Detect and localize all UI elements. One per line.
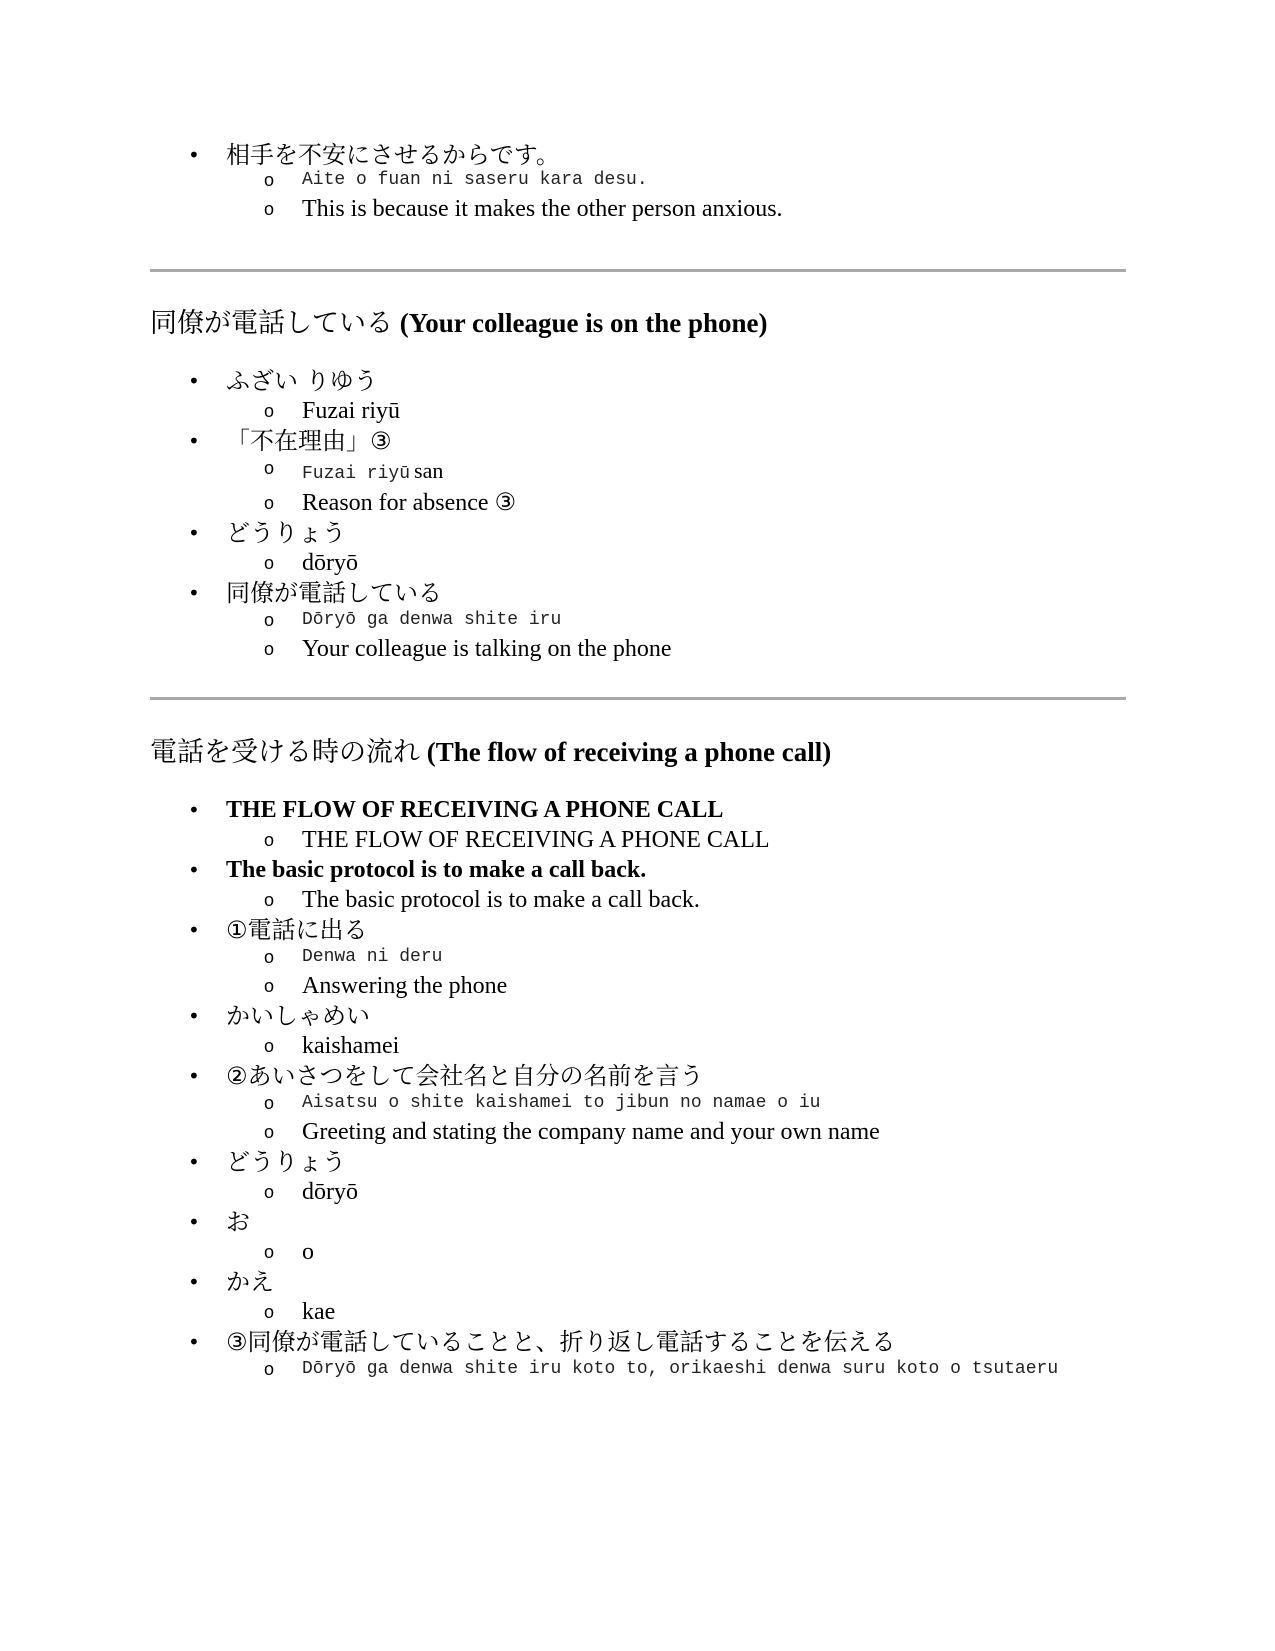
sub-item bbox=[226, 885, 1130, 915]
horizontal-rule bbox=[150, 697, 1126, 700]
sub-bullet: o bbox=[264, 458, 275, 478]
list-item bbox=[150, 1001, 1130, 1061]
item-main-text: お bbox=[226, 1208, 250, 1236]
heading-english: (The flow of receiving a phone call) bbox=[426, 737, 832, 767]
list-item bbox=[150, 1061, 1130, 1147]
translation-text: dōryō bbox=[302, 550, 358, 576]
list-item bbox=[150, 855, 1130, 915]
sub-item bbox=[226, 1031, 1130, 1061]
sub-bullet: o bbox=[264, 1359, 275, 1379]
bullet: • bbox=[188, 143, 200, 167]
bullet: • bbox=[188, 1330, 200, 1354]
sub-bullet: o bbox=[264, 830, 275, 850]
sub-item bbox=[226, 608, 1130, 632]
list-item bbox=[150, 915, 1130, 1001]
bullet: • bbox=[188, 429, 200, 453]
sub-item bbox=[226, 971, 1130, 1001]
item-main-text: ②あいさつをして会社名と自分の名前を言う bbox=[226, 1062, 704, 1090]
section2-list bbox=[150, 795, 1130, 1383]
sub-bullet: o bbox=[264, 401, 275, 421]
translation-text: The basic protocol is to make a call back. bbox=[302, 887, 700, 913]
bullet: • bbox=[188, 858, 200, 882]
list-item bbox=[150, 366, 1130, 426]
sub-item bbox=[226, 1177, 1130, 1207]
bullet: • bbox=[188, 521, 200, 545]
list-item bbox=[150, 426, 1130, 518]
sub-bullet: o bbox=[264, 1182, 275, 1202]
romaji-text: Denwa ni deru bbox=[302, 947, 443, 967]
translation-text: THE FLOW OF RECEIVING A PHONE CALL bbox=[302, 827, 770, 853]
translation-text: dōryō bbox=[302, 1179, 358, 1205]
romaji-text: Dōryō ga denwa shite iru koto to, orikaeshi denwa suru koto o tsutaeru bbox=[302, 1359, 1059, 1379]
sub-item bbox=[226, 456, 1130, 486]
item-main-text: 「不在理由」③ bbox=[226, 427, 392, 455]
section-heading bbox=[150, 306, 768, 341]
sub-item bbox=[226, 1297, 1130, 1327]
list-item bbox=[150, 578, 1130, 664]
item-main-text: 相手を不安にさせるからです。 bbox=[226, 141, 560, 169]
sub-item bbox=[226, 194, 1130, 224]
translation-text: Greeting and stating the company name and your own name bbox=[302, 1119, 880, 1145]
translation-text: Reason for absence ③ bbox=[302, 490, 517, 516]
romaji-text: Fuzai riyū bbox=[302, 464, 411, 484]
bullet: • bbox=[188, 581, 200, 605]
list-item bbox=[150, 1207, 1130, 1267]
item-main-text: 同僚が電話している bbox=[226, 579, 442, 607]
list-item bbox=[150, 518, 1130, 578]
sub-bullet: o bbox=[264, 1036, 275, 1056]
translation-text: o bbox=[302, 1239, 314, 1265]
sub-bullet: o bbox=[264, 947, 275, 967]
item-main-text: どうりょう bbox=[226, 519, 346, 547]
item-main-text: かえ bbox=[226, 1268, 274, 1296]
sub-item bbox=[226, 1357, 1130, 1381]
sub-item bbox=[226, 396, 1130, 426]
sub-bullet: o bbox=[264, 610, 275, 630]
bullet: • bbox=[188, 1004, 200, 1028]
item-main-text: ①電話に出る bbox=[226, 916, 368, 944]
item-main-text: THE FLOW OF RECEIVING A PHONE CALL bbox=[226, 797, 724, 823]
sub-bullet: o bbox=[264, 976, 275, 996]
list-item bbox=[150, 1267, 1130, 1327]
list-item bbox=[150, 1327, 1130, 1381]
sub-bullet: o bbox=[264, 1302, 275, 1322]
heading-english: (Your colleague is on the phone) bbox=[399, 308, 768, 338]
section-heading bbox=[150, 735, 831, 770]
translation-text: kae bbox=[302, 1299, 336, 1325]
translation-text: This is because it makes the other person anxious. bbox=[302, 196, 783, 222]
romaji-text: Aisatsu o shite kaishamei to jibun no namae o iu bbox=[302, 1093, 821, 1113]
sub-bullet: o bbox=[264, 1122, 275, 1142]
sub-bullet: o bbox=[264, 553, 275, 573]
top-list bbox=[150, 140, 1130, 224]
item-main-text: どうりょう bbox=[226, 1148, 346, 1176]
bullet: • bbox=[188, 798, 200, 822]
translation-text: Answering the phone bbox=[302, 973, 508, 999]
item-main-text: ふざい りゆう bbox=[226, 367, 378, 395]
heading-japanese: 同僚が電話している bbox=[150, 308, 393, 339]
sub-item bbox=[226, 1091, 1130, 1115]
section1-list bbox=[150, 366, 1130, 664]
sub-item bbox=[226, 825, 1130, 855]
sub-item bbox=[226, 945, 1130, 969]
sub-item bbox=[226, 1117, 1130, 1147]
item-main-text: ③同僚が電話していることと、折り返し電話することを伝える bbox=[226, 1328, 896, 1356]
romaji-suffix: san bbox=[414, 458, 444, 483]
romaji-text: Dōryō ga denwa shite iru bbox=[302, 610, 562, 630]
heading-japanese: 電話を受ける時の流れ bbox=[150, 737, 420, 768]
translation-text: kaishamei bbox=[302, 1033, 400, 1059]
sub-bullet: o bbox=[264, 199, 275, 219]
sub-item bbox=[226, 168, 1130, 192]
sub-item bbox=[226, 488, 1130, 518]
item-main-text: The basic protocol is to make a call back. bbox=[226, 857, 647, 883]
list-item bbox=[150, 1147, 1130, 1207]
bullet: • bbox=[188, 918, 200, 942]
translation-text: Your colleague is talking on the phone bbox=[302, 636, 672, 662]
bullet: • bbox=[188, 1270, 200, 1294]
sub-bullet: o bbox=[264, 890, 275, 910]
sub-item bbox=[226, 634, 1130, 664]
sub-bullet: o bbox=[264, 639, 275, 659]
bullet: • bbox=[188, 369, 200, 393]
translation-text: Fuzai riyū bbox=[302, 398, 400, 424]
sub-item bbox=[226, 548, 1130, 578]
bullet: • bbox=[188, 1210, 200, 1234]
bullet: • bbox=[188, 1064, 200, 1088]
list-item bbox=[150, 140, 1130, 224]
sub-item bbox=[226, 1237, 1130, 1267]
sub-bullet: o bbox=[264, 1242, 275, 1262]
bullet: • bbox=[188, 1150, 200, 1174]
list-item bbox=[150, 795, 1130, 855]
horizontal-rule bbox=[150, 269, 1126, 272]
item-main-text: かいしゃめい bbox=[226, 1002, 370, 1030]
sub-bullet: o bbox=[264, 1093, 275, 1113]
sub-bullet: o bbox=[264, 493, 275, 513]
sub-bullet: o bbox=[264, 170, 275, 190]
romaji-text: Aite o fuan ni saseru kara desu. bbox=[302, 170, 648, 190]
